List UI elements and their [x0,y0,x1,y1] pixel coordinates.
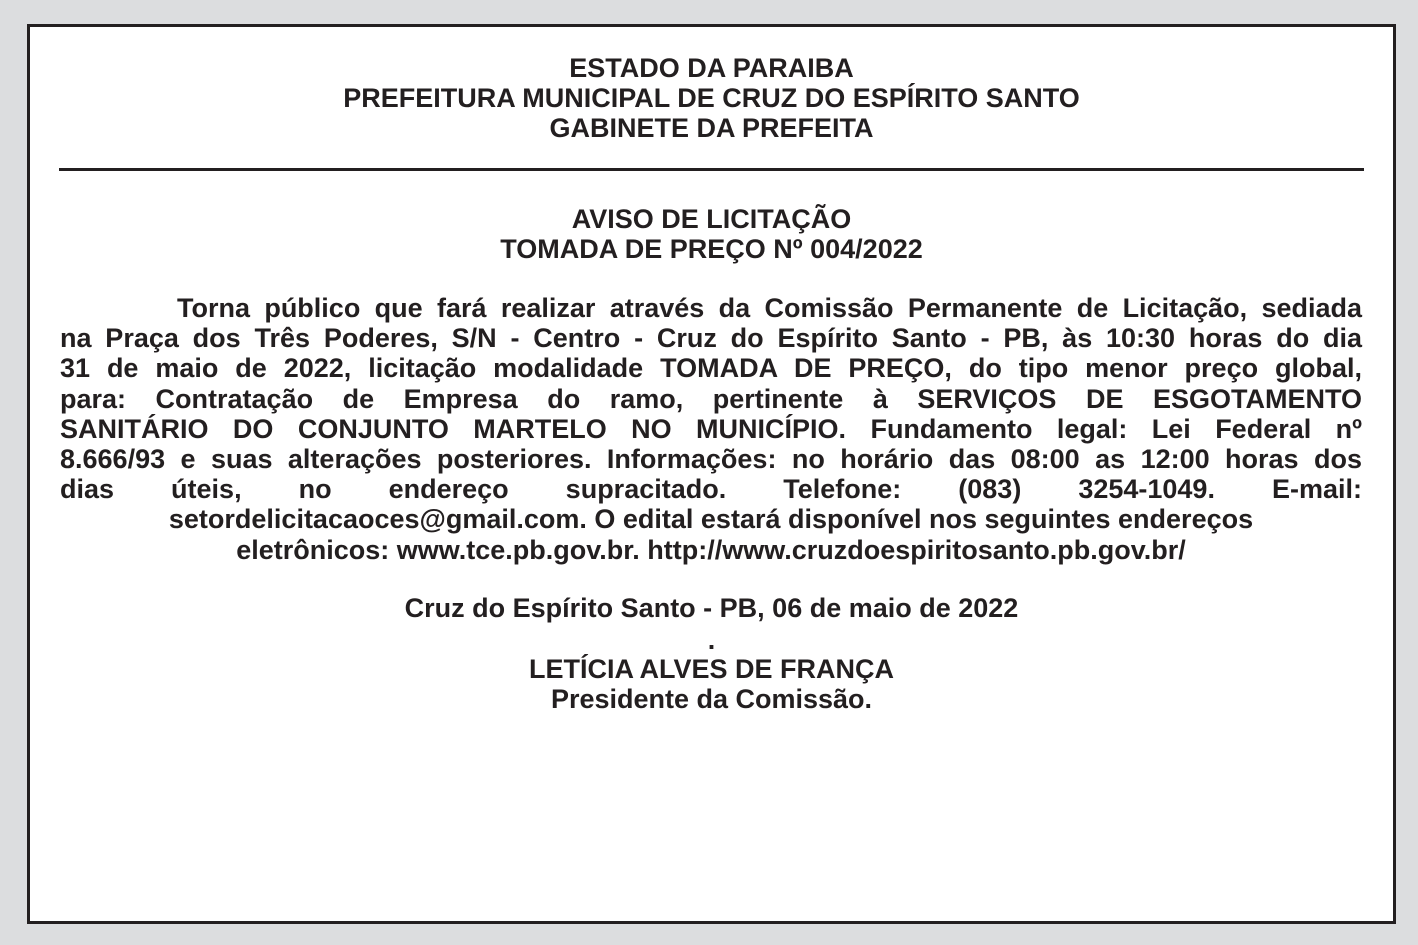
body-line: para: Contratação de Empresa do ramo, pertinente à SERVIÇOS DE ESGOTAMENTO [60,383,1362,414]
body-line-email: setordelicitacaoces@gmail.com. O edital estará disponível nos seguintes endereços [168,504,1254,535]
notice-title: AVISO DE LICITAÇÃO [571,204,852,234]
notice-title-block [30,204,1393,264]
notice-frame [27,24,1396,924]
signatory-name: LETÍCIA ALVES DE FRANÇA [528,654,894,684]
date-line: Cruz do Espírito Santo - PB, 06 de maio de 2022 [404,593,1019,623]
body-line: SANITÁRIO DO CONJUNTO MARTELO NO MUNICÍPIO. Fundamento legal: Lei Federal nº [60,413,1362,444]
header-state: ESTADO DA PARAIBA [569,53,854,83]
header [30,53,1393,143]
header-municipality: PREFEITURA MUNICIPAL DE CRUZ DO ESPÍRITO SANTO [343,83,1080,113]
body-line-websites: eletrônicos: www.tce.pb.gov.br. http://www.cruzdoespiritosanto.pb.gov.br/ [236,534,1186,565]
separator-dot: . [707,625,716,655]
signatory-role: Presidente da Comissão. [550,684,873,714]
notice-subtitle: TOMADA DE PREÇO Nº 004/2022 [500,234,923,264]
body-line: 8.666/93 e suas alterações posteriores. Informações: no horário das 08:00 as 12:00 horas dos [60,444,1362,475]
body-line: dias úteis, no endereço supracitado. Telefone: (083) 3254-1049. E-mail: [60,474,1362,505]
signature-block [30,654,1393,714]
body-line: 31 de maio de 2022, licitação modalidade TOMADA DE PREÇO, do tipo menor preço global, [60,353,1362,384]
notice-body [60,293,1362,565]
header-office: GABINETE DA PREFEITA [549,113,874,143]
body-line: na Praça dos Três Poderes, S/N - Centro - Cruz do Espírito Santo - PB, às 10:30 horas do dia [60,323,1362,354]
body-line: Torna público que fará realizar através da Comissão Permanente de Licitação, sediada [177,293,1362,323]
header-divider [59,168,1364,171]
